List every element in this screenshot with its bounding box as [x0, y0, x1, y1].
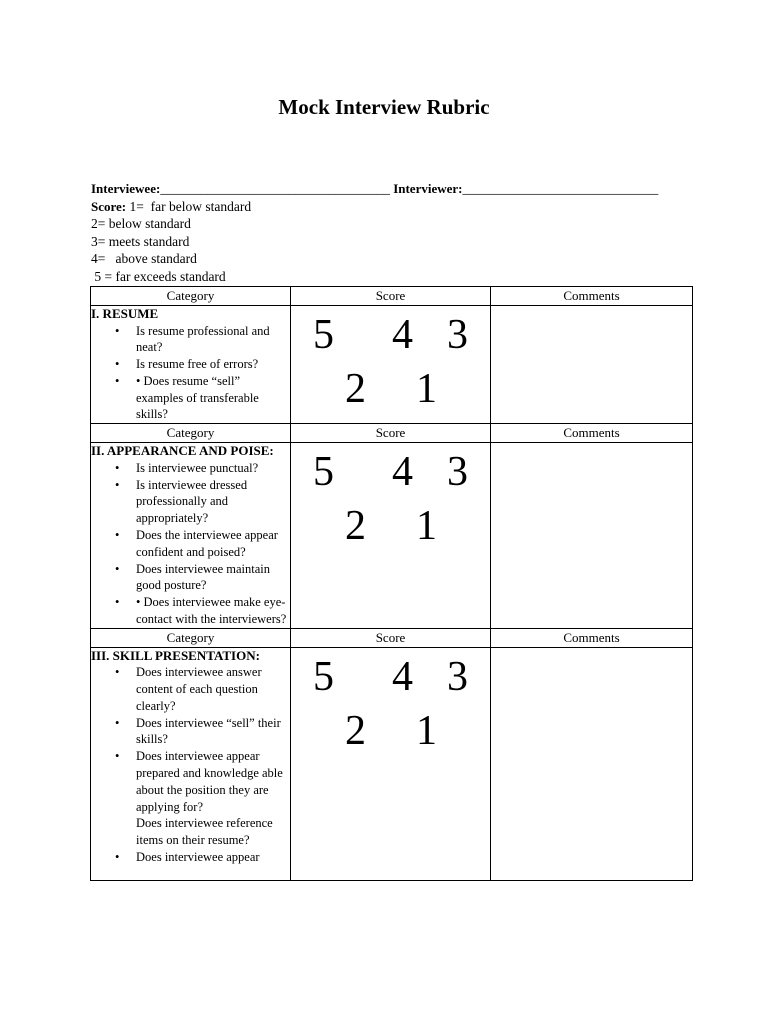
score-1[interactable]: 1 [416, 707, 437, 754]
question-item: • • Does resume “sell” examples of transferable skills? [115, 373, 259, 422]
rubric-table [90, 286, 693, 881]
section-title: I. RESUME [91, 306, 159, 321]
score-scale-5: 5 = far exceeds standard [91, 268, 226, 284]
header-row [91, 628, 693, 647]
header-comments: Comments [491, 287, 693, 306]
bullet-icon: • [115, 323, 120, 338]
question-item: • Does interviewee appear [115, 850, 260, 865]
section-row-appearance [91, 443, 693, 628]
score-2[interactable]: 2 [345, 503, 366, 550]
header-comments: Comments [491, 628, 693, 647]
comments-cell[interactable] [491, 647, 693, 880]
bullet-icon: • [115, 595, 120, 610]
header-score: Score [291, 628, 491, 647]
category-cell [91, 443, 291, 628]
section-row-resume [91, 306, 693, 424]
question-item: • Does interviewee maintain good posture? [115, 561, 270, 593]
score-4[interactable]: 4 [392, 653, 413, 700]
bullet-icon: • [115, 527, 120, 542]
category-cell [91, 647, 291, 880]
question-item: • Does interviewee “sell” their skills? [115, 715, 281, 747]
score-options [291, 306, 490, 422]
score-options [291, 648, 490, 764]
score-options [291, 443, 490, 559]
question-list [91, 460, 290, 628]
score-1[interactable]: 1 [416, 503, 437, 550]
bullet-icon: • [115, 357, 120, 372]
header-row [91, 287, 693, 306]
score-scale-2: 2= below standard [91, 216, 191, 232]
question-item: • Is interviewee punctual? [115, 460, 259, 475]
bullet-icon: • [115, 749, 120, 764]
question-item: • Does interviewee answer content of each question clearly? [115, 665, 262, 713]
score-scale-4: 4= above standard [91, 251, 197, 267]
bullet-icon: • [115, 373, 120, 388]
header-score: Score [291, 287, 491, 306]
interviewee-label: Interviewee: [91, 181, 161, 196]
question-item: • • Does interviewee make eye-contact with the interviewers? [115, 595, 287, 626]
section-row-skills [91, 647, 693, 880]
header-comments: Comments [491, 424, 693, 443]
score-scale-3: 3= meets standard [91, 233, 190, 249]
interviewer-blank: _____________________________ [462, 181, 659, 196]
section-title: II. APPEARANCE AND POISE: [91, 443, 274, 459]
bullet-icon: • [115, 460, 120, 475]
question-item: • Is resume free of errors? [115, 357, 259, 372]
interviewer-label: Interviewer: [393, 181, 463, 196]
score-cell [291, 443, 491, 628]
score-4[interactable]: 4 [392, 312, 413, 358]
bullet-icon: • [115, 561, 120, 576]
header-category: Category [91, 287, 291, 306]
score-5[interactable]: 5 [313, 653, 334, 700]
question-item: Does interviewee reference items on their resume? [136, 816, 273, 848]
question-item: • Is resume professional and neat? [115, 323, 270, 355]
score-5[interactable]: 5 [313, 312, 334, 358]
question-list [91, 323, 290, 424]
header-category: Category [91, 628, 291, 647]
interview-info [91, 180, 711, 286]
score-4[interactable]: 4 [392, 449, 413, 496]
bullet-icon: • [115, 665, 120, 680]
question-list [91, 664, 290, 866]
comments-cell[interactable] [491, 306, 693, 424]
bullet-icon: • [115, 715, 120, 730]
score-2[interactable]: 2 [345, 366, 366, 412]
question-item: • Does the interviewee appear confident and poised? [115, 527, 278, 559]
score-scale-line-1 [91, 198, 711, 216]
score-3[interactable]: 3 [447, 449, 468, 496]
category-cell [91, 306, 291, 424]
score-cell [291, 647, 491, 880]
score-2[interactable]: 2 [345, 707, 366, 754]
names-line [91, 180, 711, 198]
section-title: III. SKILL PRESENTATION: [91, 647, 260, 663]
bullet-icon: • [115, 477, 120, 492]
page-title: Mock Interview Rubric [278, 95, 490, 119]
comments-cell[interactable] [491, 443, 693, 628]
question-item: • Does interviewee appear prepared and knowledge able about the position they are applying for? [115, 749, 283, 814]
interviewee-blank: __________________________________ [160, 181, 390, 196]
score-scale-1: 1= far below standard [126, 198, 252, 214]
score-3[interactable]: 3 [447, 653, 468, 700]
score-3[interactable]: 3 [447, 312, 468, 358]
score-1[interactable]: 1 [416, 366, 437, 412]
header-score: Score [291, 424, 491, 443]
header-row [91, 424, 693, 443]
score-cell [291, 306, 491, 424]
bullet-icon: • [115, 850, 120, 865]
score-label: Score: [91, 198, 127, 214]
header-category: Category [91, 424, 291, 443]
question-item: • Is interviewee dressed professionally and appropriately? [115, 477, 248, 526]
score-5[interactable]: 5 [313, 449, 334, 496]
